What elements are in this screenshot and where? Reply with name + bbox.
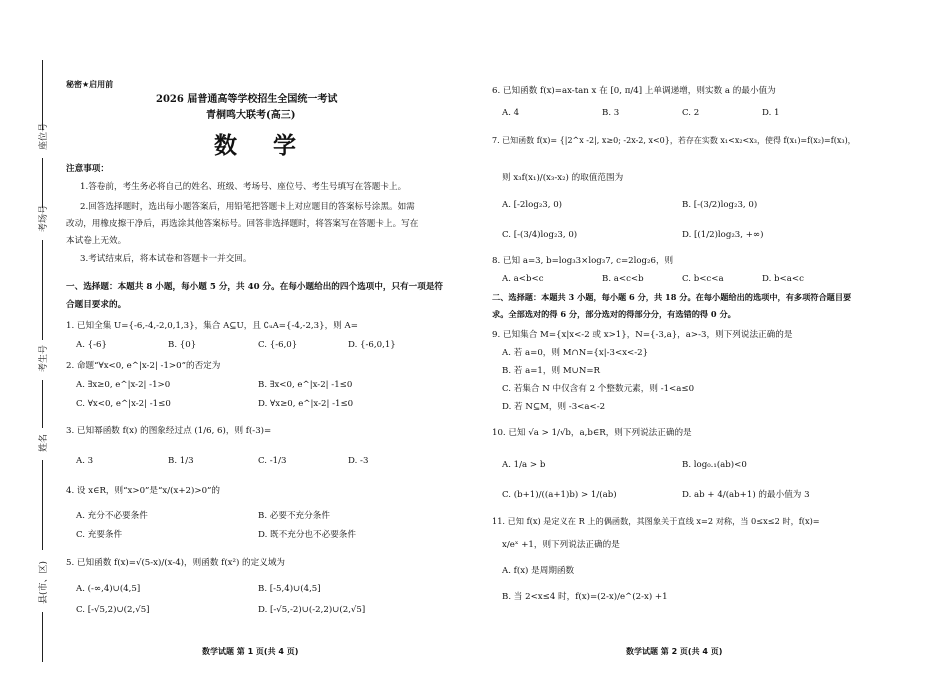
question-stem: 11. 已知 f(x) 是定义在 R 上的偶函数，其图象关于直线 x=2 对称，当 0≤x≤2 时，f(x)=	[492, 516, 820, 526]
margin-line	[42, 60, 43, 130]
note-line: 改动，用橡皮擦干净后，再选涂其他答案标号。回答非选择题时，将答案写在答题卡上。写在	[66, 219, 419, 229]
answer-option: D. b<a<c	[762, 274, 804, 284]
answer-option: C. 若集合 N 中仅含有 2 个整数元素，则 -1<a≤0	[502, 384, 695, 394]
question-stem: 3. 已知幂函数 f(x) 的图象经过点 (1/6, 6)，则 f(-3)=	[66, 426, 272, 436]
answer-option: C. {-6,0}	[258, 340, 298, 350]
margin-line	[42, 158, 43, 208]
answer-option: D. 1	[762, 108, 780, 118]
margin-line	[42, 612, 43, 662]
question-stem: 7. 已知函数 f(x)= {|2^x -2|, x≥0; -2x-2, x<0}，若存在实数 x₁<x₂<x₃，使得 f(x₁)=f(x₂)=f(x₃)，	[492, 136, 856, 145]
question-stem: 2. 命题“∀x<0, e^|x-2| -1>0”的否定为	[66, 361, 221, 371]
answer-option: C. ∀x<0, e^|x-2| -1≤0	[76, 399, 171, 409]
exam-subtitle: 青桐鸣大联考(高三)	[206, 110, 296, 121]
note-line: 3.考试结束后，将本试卷和答题卡一并交回。	[80, 254, 252, 264]
note-line: 本试卷上无效。	[66, 236, 127, 246]
answer-option: A. {-6}	[76, 340, 107, 350]
answer-option: D. 若 N⊆M，则 -3<a<-2	[502, 402, 606, 412]
margin-line	[42, 380, 43, 428]
answer-option: A. [-2log₂3, 0)	[502, 200, 563, 210]
answer-option: B. 当 2<x≤4 时，f(x)=(2-x)/e^(2-x) +1	[502, 592, 668, 602]
exam-room-label: 考场号	[39, 204, 49, 232]
answer-option: A. a<b<c	[502, 274, 544, 284]
section1-heading-cont: 合题目要求的。	[66, 300, 127, 310]
answer-option: C. [-√5,2)∪(2,√5]	[76, 605, 150, 615]
answer-option: B. 若 a=1，则 M∪N=R	[502, 366, 601, 376]
answer-option: B. log₀.₁(ab)<0	[682, 460, 747, 470]
margin-line	[42, 460, 43, 550]
page-footer-left: 数学试题 第 1 页(共 4 页)	[202, 647, 299, 656]
page-footer-right: 数学试题 第 2 页(共 4 页)	[626, 647, 723, 656]
question-stem: 5. 已知函数 f(x)=√(5-x)/(x-4)，则函数 f(x²) 的定义域为	[66, 558, 286, 568]
margin-line	[42, 240, 43, 340]
answer-option: C. b<c<a	[682, 274, 724, 284]
answer-option: C. 充要条件	[76, 530, 123, 540]
note-line: 2.回答选择题时，选出每小题答案后，用铅笔把答题卡上对应题目的答案标号涂黑。如需	[80, 202, 415, 212]
answer-option: D. -3	[348, 456, 369, 466]
answer-option: A. 1/a > b	[502, 460, 546, 470]
answer-option: B. 3	[602, 108, 620, 118]
answer-option: A. 4	[502, 108, 520, 118]
answer-option: D. [-√5,-2)∪(-2,2)∪(2,√5]	[258, 605, 366, 615]
exam-title: 2026 届普通高等学校招生全国统一考试	[156, 94, 338, 105]
candidate-number-label: 考生号	[39, 344, 49, 372]
secret-mark: 秘密★启用前	[66, 80, 114, 89]
answer-option: A. 若 a=0，则 M∩N={x|-3<x<-2}	[502, 348, 649, 358]
binding-margin	[0, 0, 60, 673]
question-stem: 1. 已知全集 U={-6,-4,-2,0,1,3}，集合 A⊆U，且 ∁ᵤA={-4,-2,3}，则 A=	[66, 321, 358, 331]
answer-option: B. [-5,4)∪(4,5]	[258, 584, 321, 594]
answer-option: D. 既不充分也不必要条件	[258, 530, 356, 540]
answer-option: B. [-(3/2)log₂3, 0)	[682, 200, 758, 210]
question-stem: 9. 已知集合 M={x|x<-2 或 x>1}，N={-3,a}，a>-3，则下列说法正确的是	[492, 330, 793, 340]
question-stem-cont: 则 x₃f(x₁)/(x₃-x₂) 的取值范围为	[502, 173, 624, 183]
answer-option: A. 3	[76, 456, 94, 466]
section2-heading: 二、选择题：本题共 3 小题，每小题 6 分，共 18 分。在每小题给出的选项中，有多项符合题目要	[492, 292, 852, 302]
note-line: 1.答卷前，考生务必将自己的姓名、班级、考场号、座位号、考生号填写在答题卡上。	[80, 182, 407, 192]
section1-heading: 一、选择题：本题共 8 小题，每小题 5 分，共 40 分。在每小题给出的四个选项中，只有一项是符	[66, 282, 444, 292]
name-label: 姓名	[39, 433, 49, 452]
seat-number-label: 座位号	[39, 122, 49, 150]
answer-option: A. f(x) 是周期函数	[502, 566, 575, 576]
answer-option: C. -1/3	[258, 456, 287, 466]
answer-option: C. 2	[682, 108, 700, 118]
question-stem: 10. 已知 √a > 1/√b，a,b∈R，则下列说法正确的是	[492, 428, 692, 438]
answer-option: B. 必要不充分条件	[258, 511, 330, 521]
answer-option: D. ab + 4/(ab+1) 的最小值为 3	[682, 490, 810, 500]
answer-option: B. a<c<b	[602, 274, 644, 284]
answer-option: A. ∃x≥0, e^|x-2| -1>0	[76, 380, 171, 390]
question-stem: 6. 已知函数 f(x)=ax-tan x 在 [0, π/4] 上单调递增，则实数 a 的最小值为	[492, 86, 776, 96]
county-label: 县(市、区)	[39, 560, 49, 604]
question-stem: 8. 已知 a=3, b=log₃3×log₃7, c=2log₂6，则	[492, 256, 674, 266]
subject-title: 数 学	[214, 132, 311, 159]
answer-option: B. ∃x<0, e^|x-2| -1≤0	[258, 380, 353, 390]
question-stem-cont: x/eˣ +1，则下列说法正确的是	[502, 540, 620, 550]
answer-option: D. {-6,0,1}	[348, 340, 396, 350]
answer-option: B. {0}	[168, 340, 197, 350]
answer-option: D. [(1/2)log₂3, +∞)	[682, 230, 764, 240]
answer-option: B. 1/3	[168, 456, 194, 466]
section2-heading-cont: 求。全部选对的得 6 分，部分选对的得部分分，有选错的得 0 分。	[492, 309, 736, 319]
answer-option: A. (-∞,4)∪(4,5]	[76, 584, 141, 594]
answer-option: C. (b+1)/((a+1)b) > 1/(ab)	[502, 490, 617, 500]
answer-option: D. ∀x≥0, e^|x-2| -1≤0	[258, 399, 354, 409]
answer-option: C. [-(3/4)log₂3, 0)	[502, 230, 578, 240]
question-stem: 4. 设 x∈R，则“x>0”是“x/(x+2)>0”的	[66, 486, 221, 496]
answer-option: A. 充分不必要条件	[76, 511, 148, 521]
notes-heading: 注意事项：	[66, 164, 109, 174]
